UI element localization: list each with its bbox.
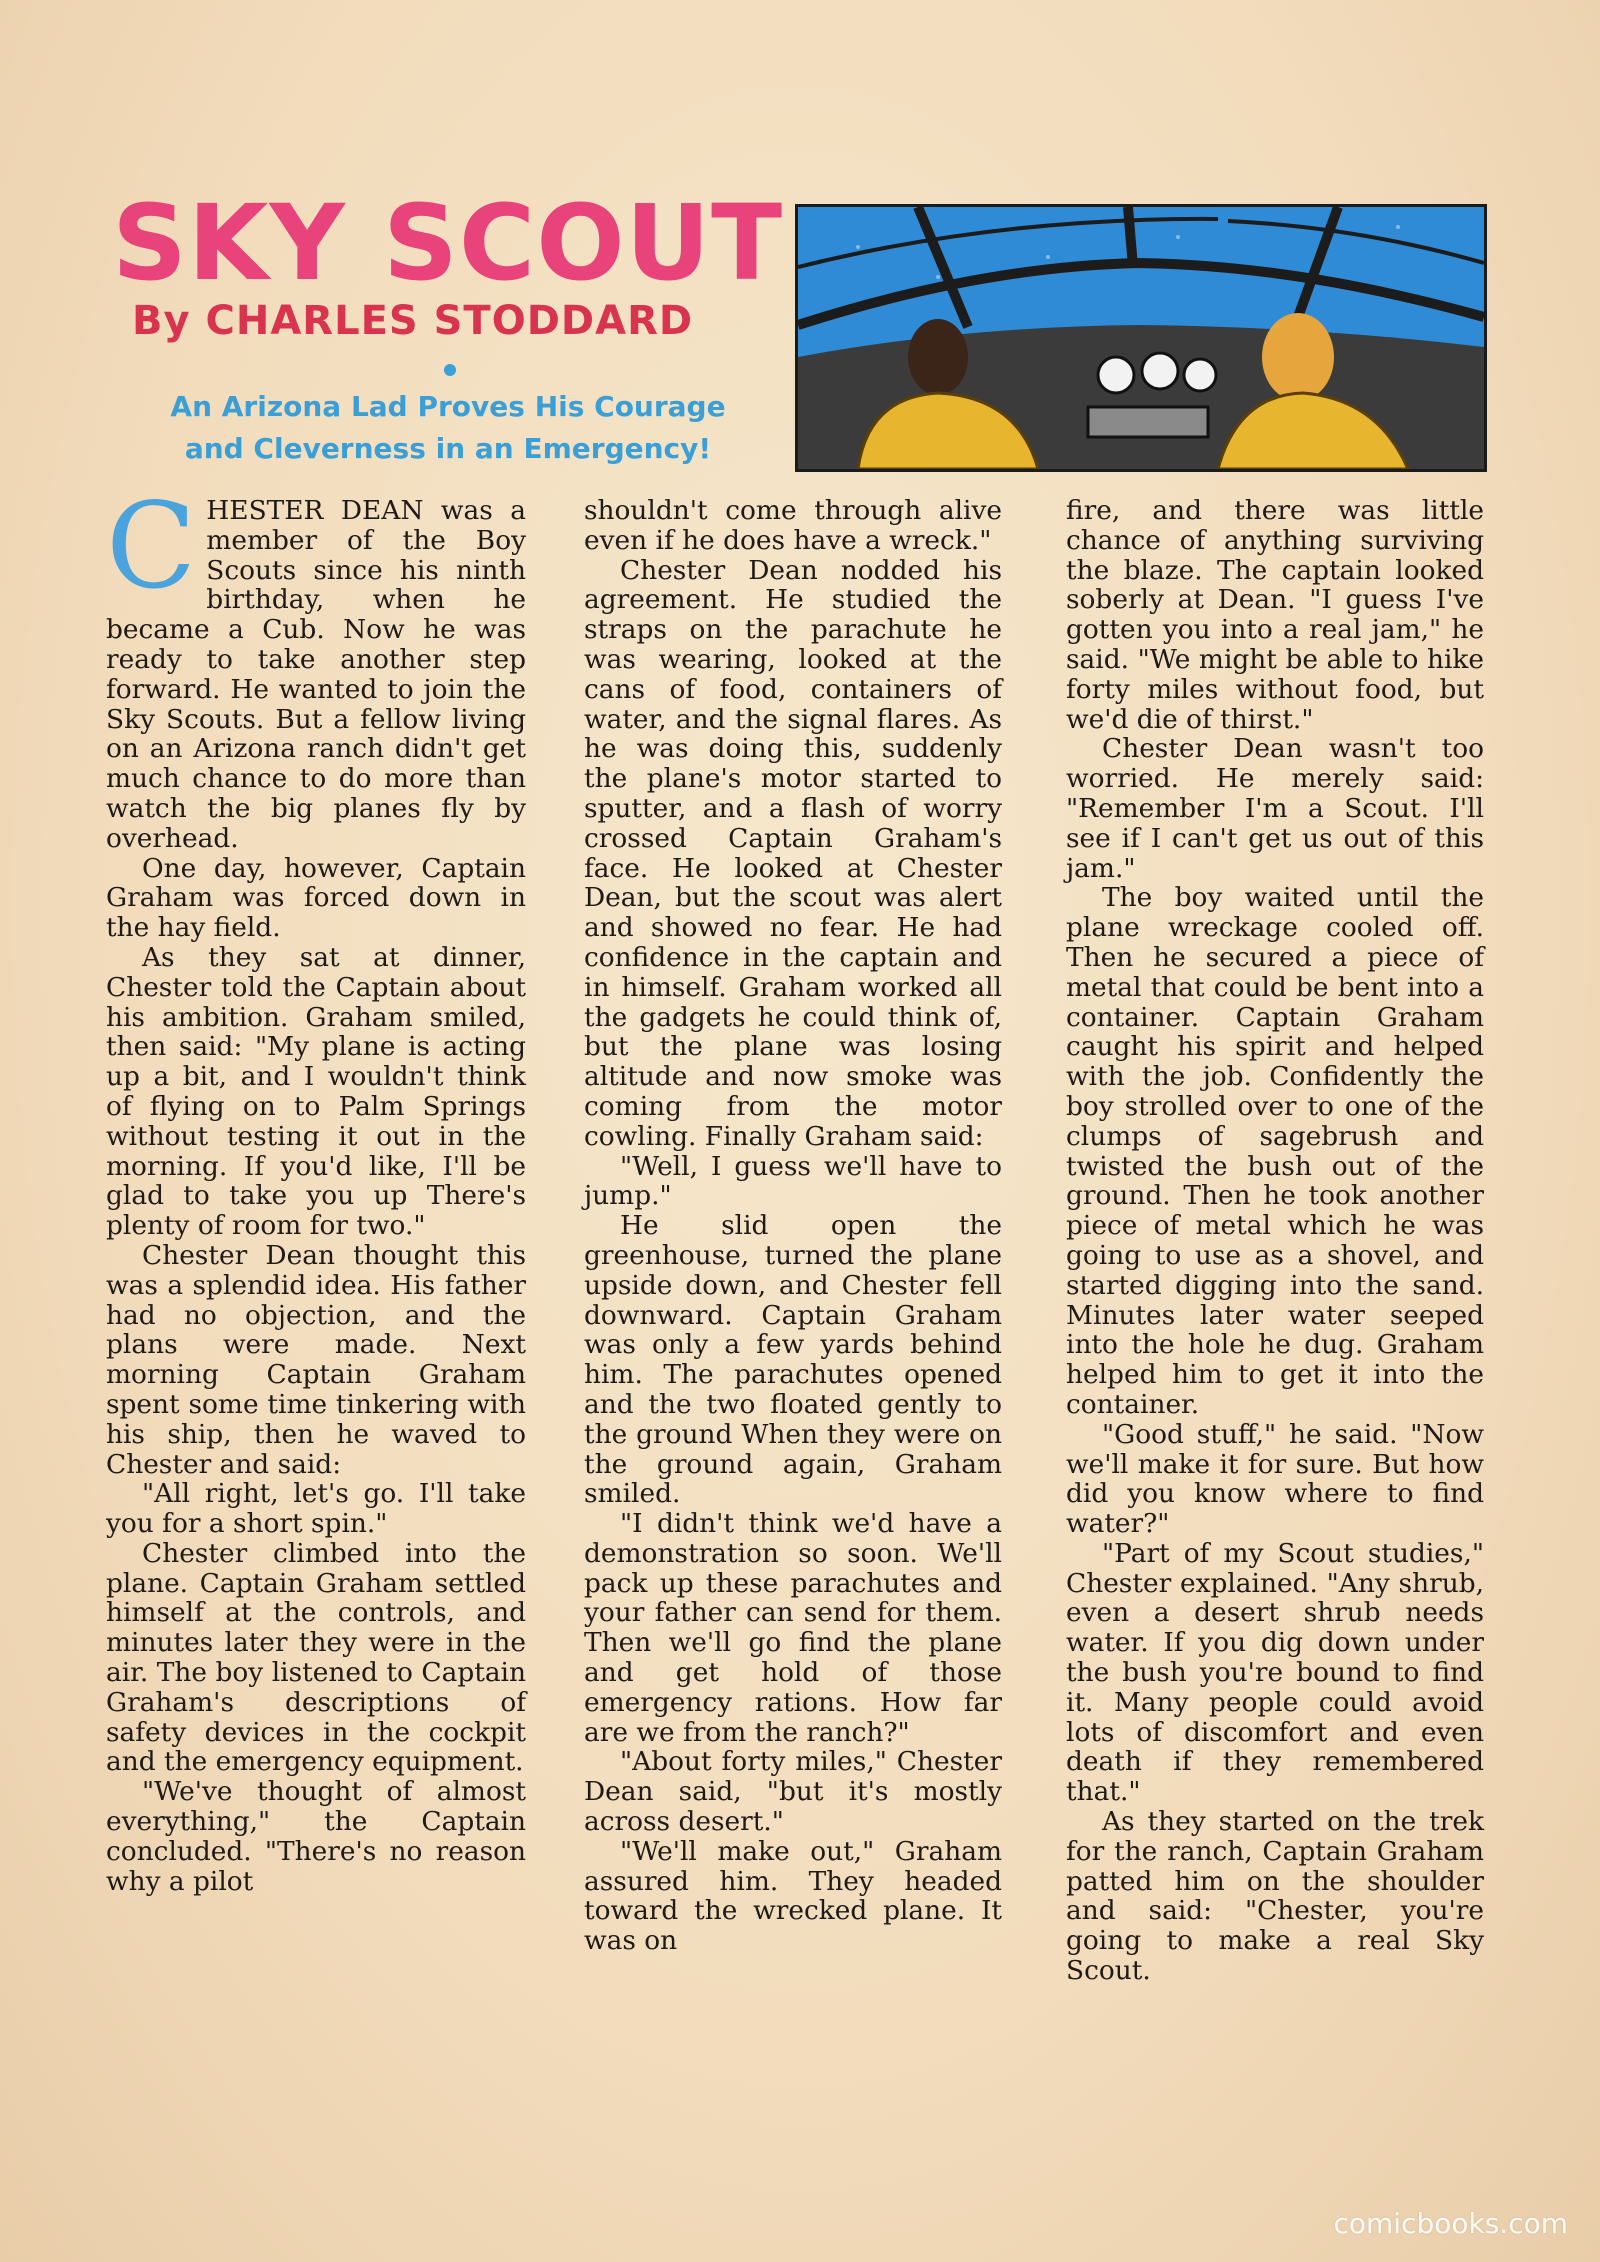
story-paragraph: "We'll make out," Graham assured him. They headed toward the wrecked plane. It was on (584, 1835, 1002, 1957)
cockpit-drawing (798, 207, 1484, 469)
story-column-1 (106, 477, 526, 1897)
story-paragraph: One day, however, Captain Graham was forced down in the hay field. (106, 852, 526, 944)
story-paragraph: fire, and there was little chance of anything surviving the blaze. The captain looked soberly at Dean. "I guess I've gotten you into a real jam," he said. "We might be able to hike forty miles without food, but we'd die of thirst." (1066, 495, 1484, 735)
separator-dot (444, 364, 456, 376)
story-paragraph: He slid open the greenhouse, turned the plane upside down, and Chester fell downward. Captain Graham was only a few yards behind him. The parachutes opened and the two floated gently to the ground When they were on the ground again, Graham smiled. (584, 1210, 1002, 1510)
story-paragraph: "Part of my Scout studies," Chester explained. "Any shrub, even a desert shrub needs water. If you dig down under the bush you're bound to find it. Many people could avoid lots of discomfort and even death if they remembered that." (1066, 1537, 1484, 1808)
story-paragraph: "Good stuff," he said. "Now we'll make it for sure. But how did you know where to find water?" (1066, 1418, 1484, 1540)
drop-cap: C (106, 477, 197, 615)
story-paragraph: Chester Dean nodded his agreement. He studied the straps on the parachute he was wearing, looked at the cans of food, containers of water, and the signal flares. As he was doing this, suddenly the plane's motor started to sputter, and a flash of worry crossed Captain Graham's face. He looked at Chester Dean, but the scout was alert and showed no fear. He had confidence in the captain and in himself. Graham worked all the gadgets he could think of, but the plane was losing altitude and now smoke was coming from the motor cowling. Finally Graham said: (584, 554, 1002, 1152)
story-paragraph: The boy waited until the plane wreckage cooled off. Then he secured a piece of metal that could be bent into a container. Captain Graham caught his spirit and helped with the job. Confidently the boy strolled over to one of the clumps of sagebrush and twisted the bush out of the ground. Then he took another piece of metal which he was going to use as a shovel, and started digging into the sand. Minutes later water seeped into the hole he dug. Graham helped him to get it into the container. (1066, 882, 1484, 1420)
story-paragraph: As they sat at dinner, Chester told the Captain about his ambition. Graham smiled, then said: "My plane is acting up a bit, and I wouldn't think of flying on to Palm Springs without testing it out in the morning. If you'd like, I'll be glad to take you up There's plenty of room for two." (106, 941, 526, 1242)
story-paragraph: Chester Dean wasn't too worried. He merely said: "Remember I'm a Scout. I'll see if I can't get us out of this jam." (1066, 733, 1484, 884)
story-paragraph: shouldn't come through alive even if he does have a wreck." (584, 495, 1002, 556)
story-paragraph: As they started on the trek for the ranch, Captain Graham patted him on the shoulder and said: "Chester, you're going to make a real Sky Scout. (1066, 1806, 1484, 1987)
story-paragraph: "We've thought of almost everything," the Captain concluded. "There's no reason why a pilot (106, 1776, 526, 1897)
cockpit-illustration (795, 204, 1487, 472)
story-paragraph: "Well, I guess we'll have to jump." (584, 1150, 1002, 1212)
subtitle-line-2: and Cleverness in an Emergency! (184, 432, 712, 465)
story-paragraph: "All right, let's go. I'll take you for a short spin." (106, 1478, 526, 1540)
story-column-2 (584, 496, 1002, 1956)
story-paragraph: "About forty miles," Chester Dean said, "but it's mostly across desert." (584, 1746, 1002, 1838)
story-paragraph: "I didn't think we'd have a demonstration so soon. We'll pack up these parachutes and your father can send for them. Then we'll go find the plane and get hold of those emergency rations. How far are we from the ranch?" (584, 1508, 1002, 1748)
story-column-3 (1066, 496, 1484, 1986)
watermark: comicbooks.com (1333, 2207, 1568, 2240)
story-paragraph: Chester Dean thought this was a splendid idea. His father had no objection, and the plans were made. Next morning Captain Graham spent some time tinkering with his ship, then he waved to Chester and said: (106, 1239, 526, 1480)
paragraph-text: HESTER DEAN was a member of the Boy Scouts since his ninth birthday, when he became a Cub. Now he was ready to take another step forward. He wanted to join the Sky Scouts. But a fellow living on an Arizona ranch didn't get much chance to do more than watch the big planes fly by overhead. (106, 495, 526, 854)
subtitle (108, 386, 788, 470)
story-title: SKY SCOUT (112, 182, 784, 304)
subtitle-line-1: An Arizona Lad Proves His Courage (170, 390, 726, 423)
byline: By CHARLES STODDARD (132, 298, 694, 344)
story-paragraph (106, 477, 526, 854)
story-paragraph: Chester climbed into the plane. Captain Graham settled himself at the controls, and minutes later they were in the air. The boy listened to Captain Graham's descriptions of safety devices in the cockpit and the emergency equipment. (106, 1537, 526, 1778)
